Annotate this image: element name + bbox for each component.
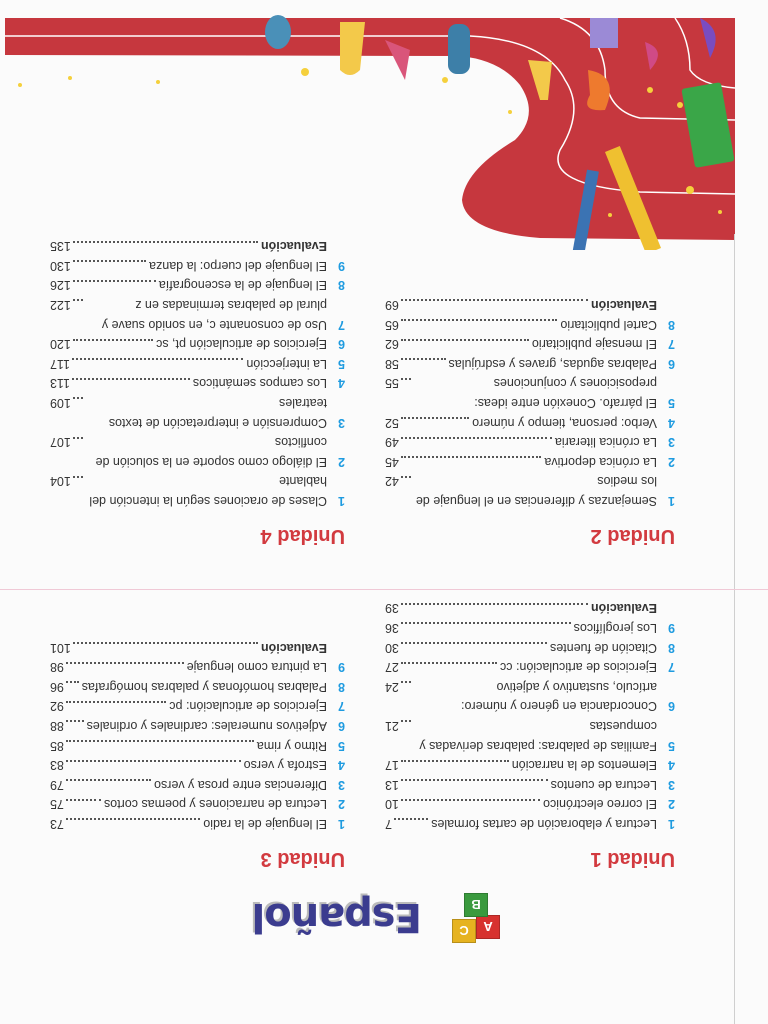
entry-number: 3 [338,415,345,430]
block-b: B [464,893,488,917]
leader-dots [401,437,552,439]
entry-number: 2 [338,454,345,469]
entry-page-number: 65 [385,317,399,332]
entry-title: El correo electrónico [543,797,657,812]
toc-entry[interactable] [50,657,345,677]
toc-entry[interactable] [50,755,345,775]
leader-dots [72,378,190,380]
toc-entry[interactable] [50,334,345,354]
leader-dots [73,280,156,282]
leader-dots [73,339,153,341]
entry-title: El diálogo como soporte en la solución de conflictos [95,435,327,469]
leader-dots [73,437,83,439]
entry-number: 7 [338,699,345,714]
unit-heading: Unidad 3 [260,848,345,870]
leader-dots [401,299,588,301]
entry-title: Comprensión e interpretación de textos teatrales [108,396,327,430]
right-column [30,0,345,1024]
entry-page-number: 122 [50,298,71,313]
entry-number: 8 [668,640,675,655]
page-edge [734,234,735,1024]
entry-page-number: 21 [385,719,399,734]
leader-dots [401,760,509,762]
entry-number: 5 [668,738,675,753]
leader-dots [401,378,411,380]
entry-number: 8 [338,278,345,293]
entry-number: 5 [338,356,345,371]
leader-dots [66,681,79,683]
entry-page-number: 85 [50,738,64,753]
entry-number: 6 [338,337,345,352]
toc-entry[interactable] [385,412,675,432]
toc-entry[interactable] [50,696,345,716]
entry-title: Semejanzas y diferencias en el lenguaje de los medios [415,474,657,508]
entry-title: Adjetivos numerales: cardinales y ordinales [86,719,327,734]
toc-entry-evaluation[interactable] [50,637,345,657]
block-c: C [452,919,476,943]
entry-page-number: 96 [50,679,64,694]
leader-dots [72,358,243,360]
entry-number: 8 [668,317,675,332]
entry-page-number: 17 [385,758,399,773]
entry-page-number: 36 [385,621,399,636]
entry-title: Evaluación [591,298,657,313]
leader-dots [66,799,101,801]
entry-title: Uso de consonante c, en sonido suave y plural de palabras terminadas en z [101,298,327,332]
leader-dots [73,397,83,399]
entry-number: 4 [338,376,345,391]
leader-dots [394,818,428,820]
entry-number [657,294,675,314]
toc-entry[interactable] [385,715,675,754]
toc-entry[interactable] [385,617,675,637]
toc-entry[interactable] [385,755,675,775]
leader-dots [66,720,84,722]
toc-entry[interactable] [50,353,345,373]
leader-dots [66,818,200,820]
leader-dots [401,720,411,722]
entry-title: Ejercicios de articulación: cc [499,660,657,675]
unit-4 [50,236,365,547]
entry-title: Familias de palabras: palabras derivadas y compuestas [419,719,657,753]
entry-number: 8 [338,679,345,694]
entry-number [327,236,345,256]
toc-entry[interactable] [50,392,345,431]
entry-page-number: 79 [50,777,64,792]
toc-entry-evaluation[interactable] [385,294,675,314]
entry-title: Ejercicios de articulación pt, sc [156,337,327,352]
entry-title: La crónica literaria [554,435,657,450]
entry-page-number: 27 [385,660,399,675]
toc-entry[interactable] [50,275,345,295]
entry-number: 3 [338,777,345,792]
entry-number: 4 [668,758,675,773]
entry-title: Ritmo y rima [256,738,327,753]
toc-entry-evaluation[interactable] [50,236,345,256]
toc-entry[interactable] [50,676,345,696]
leader-dots [401,456,542,458]
leader-dots [401,603,588,605]
entry-title: Lectura y elaboración de cartas formales [431,817,657,831]
entry-title: Verbo: persona, tiempo y número [472,415,657,430]
entry-page-number: 7 [385,817,392,831]
entry-title: El mensaje publicitario [531,337,657,352]
toc-entry[interactable] [385,676,675,715]
entry-page-number: 126 [50,278,71,293]
entry-page-number: 83 [50,758,64,773]
entry-page-number: 62 [385,337,399,352]
entry-title: La crónica deportiva [544,454,657,469]
entry-page-number: 69 [385,298,399,313]
entry-number: 7 [668,337,675,352]
entry-title: Los campos semánticos [192,376,327,391]
entry-page-number: 120 [50,337,71,352]
entry-number: 9 [338,258,345,273]
toc-entry[interactable] [50,373,345,393]
entry-number: 9 [338,660,345,675]
entry-number: 7 [338,317,345,332]
entry-page-number: 113 [50,376,70,391]
entry-title: Lectura de narraciones y poemas cortos [103,797,327,812]
leader-dots [66,662,184,664]
entry-page-number: 92 [50,699,64,714]
toc-entry[interactable] [385,637,675,657]
toc-entry[interactable] [385,432,675,452]
block-a: A [476,915,500,939]
entry-title: Palabras homófonas y palabras homógrafas [81,679,327,694]
entry-number: 5 [338,738,345,753]
toc-entry[interactable] [385,353,675,373]
leader-dots [401,681,411,683]
entry-title: El lenguaje de la radio [203,817,327,831]
toc-entry[interactable] [385,794,675,814]
entry-number [327,637,345,657]
toc-entry[interactable] [385,373,675,412]
entry-number: 7 [668,660,675,675]
entry-page-number: 52 [385,415,399,430]
toc-entry[interactable] [50,471,345,510]
entry-number: 5 [668,396,675,411]
leader-dots [401,662,497,664]
entry-number: 3 [668,435,675,450]
toc-entry[interactable] [50,735,345,755]
entry-title: Palabras agudas, graves y esdrújulas [448,356,657,371]
entry-page-number: 39 [385,601,399,616]
entry-title: Ejercicios de articulación: pc [169,699,327,714]
leader-dots [66,740,254,742]
entry-number: 6 [338,719,345,734]
leader-dots [66,779,151,781]
leader-dots [401,779,548,781]
entry-page-number: 130 [50,258,71,273]
toc-entry[interactable] [50,715,345,735]
entry-page-number: 13 [385,777,399,792]
entry-page-number: 88 [50,719,64,734]
leader-dots [73,299,83,301]
entry-title: Evaluación [261,239,327,254]
leader-dots [401,417,469,419]
entry-number: 4 [668,415,675,430]
entry-page-number: 135 [50,239,71,254]
leader-dots [401,622,571,624]
toc-entry[interactable] [385,657,675,677]
leader-dots [401,476,411,478]
entry-page-number: 24 [385,679,399,694]
entry-page-number: 30 [385,640,399,655]
toc-entry[interactable] [385,471,675,510]
leader-dots [401,799,540,801]
entry-number: 4 [338,758,345,773]
entry-number: 2 [668,454,675,469]
unit-heading: Unidad 2 [590,525,675,547]
entry-page-number: 75 [50,797,64,812]
toc-entry[interactable] [385,314,675,334]
entry-page-number: 109 [50,396,71,411]
entry-page-number: 49 [385,435,399,450]
subject-title: Español [252,894,422,940]
entry-number: 1 [668,817,675,831]
entry-title: Diferencias entre prosa y verso [154,777,327,792]
entry-title: La pintura como lenguaje [186,660,327,675]
entry-page-number: 45 [385,454,399,469]
entry-number: 6 [668,356,675,371]
entry-page-number: 117 [50,356,70,371]
leader-dots [401,339,529,341]
entry-title: El lenguaje del cuerpo: la danza [149,258,327,273]
entry-title: Citación de fuentes [549,640,657,655]
entry-page-number: 73 [50,817,64,831]
entry-page-number: 10 [385,797,399,812]
entry-page-number: 55 [385,376,399,391]
entry-title: Evaluación [261,640,327,655]
unit-2 [385,294,675,547]
leader-dots [401,358,446,360]
left-column [385,0,675,1024]
entry-title: La interjección [246,356,327,371]
unit-heading: Unidad 4 [260,525,345,547]
entry-title: El párrafo. Conexión entre ideas: preposiciones y conjunciones [474,376,657,411]
entry-page-number: 58 [385,356,399,371]
leader-dots [73,476,83,478]
unit-1 [385,598,675,870]
entry-number: 1 [668,494,675,508]
unit-3 [50,637,365,870]
entry-title: Los jeroglíficos [573,621,657,636]
entry-number: 1 [338,817,345,831]
entry-page-number: 42 [385,474,399,489]
toc-entry[interactable] [50,774,345,794]
entry-title: Elementos de la narración [511,758,657,773]
leader-dots [401,642,547,644]
entry-title: Estrofa y verso [243,758,327,773]
entry-title: Concordancia en género y número: artículo, sustantivo y adjetivo [461,679,657,714]
entry-page-number: 98 [50,660,64,675]
entry-page-number: 104 [50,474,71,489]
entry-number: 6 [668,699,675,714]
toc-entry[interactable] [385,334,675,354]
toc-entry[interactable] [50,432,345,471]
toc-entry[interactable] [50,794,345,814]
toc-entry[interactable] [50,255,345,275]
entry-number: 9 [668,621,675,636]
leader-dots [401,319,558,321]
leader-dots [66,701,166,703]
toc-entry[interactable] [385,774,675,794]
leader-dots [73,642,258,644]
entry-number: 1 [338,494,345,508]
entry-title: Clases de oraciones según la intención del hablante [89,474,327,508]
entry-title: Evaluación [591,601,657,616]
unit-heading: Unidad 1 [590,848,675,870]
toc-entry[interactable] [50,294,345,333]
entry-number: 2 [668,797,675,812]
entry-title: El lenguaje de la escenografía [158,278,327,293]
toc-entry-evaluation[interactable] [385,598,675,618]
entry-title: Cartel publicitario [560,317,657,332]
toc-entry[interactable] [385,451,675,471]
entry-title: Lectura de cuentos [550,777,657,792]
entry-page-number: 101 [50,640,71,655]
leader-dots [73,241,258,243]
entry-number: 3 [668,777,675,792]
entry-number [657,598,675,618]
leader-dots [66,760,241,762]
toc-entry[interactable] [50,813,345,833]
entry-number: 2 [338,797,345,812]
toc-entry[interactable] [385,813,675,833]
entry-page-number: 107 [50,435,71,450]
leader-dots [73,260,146,262]
